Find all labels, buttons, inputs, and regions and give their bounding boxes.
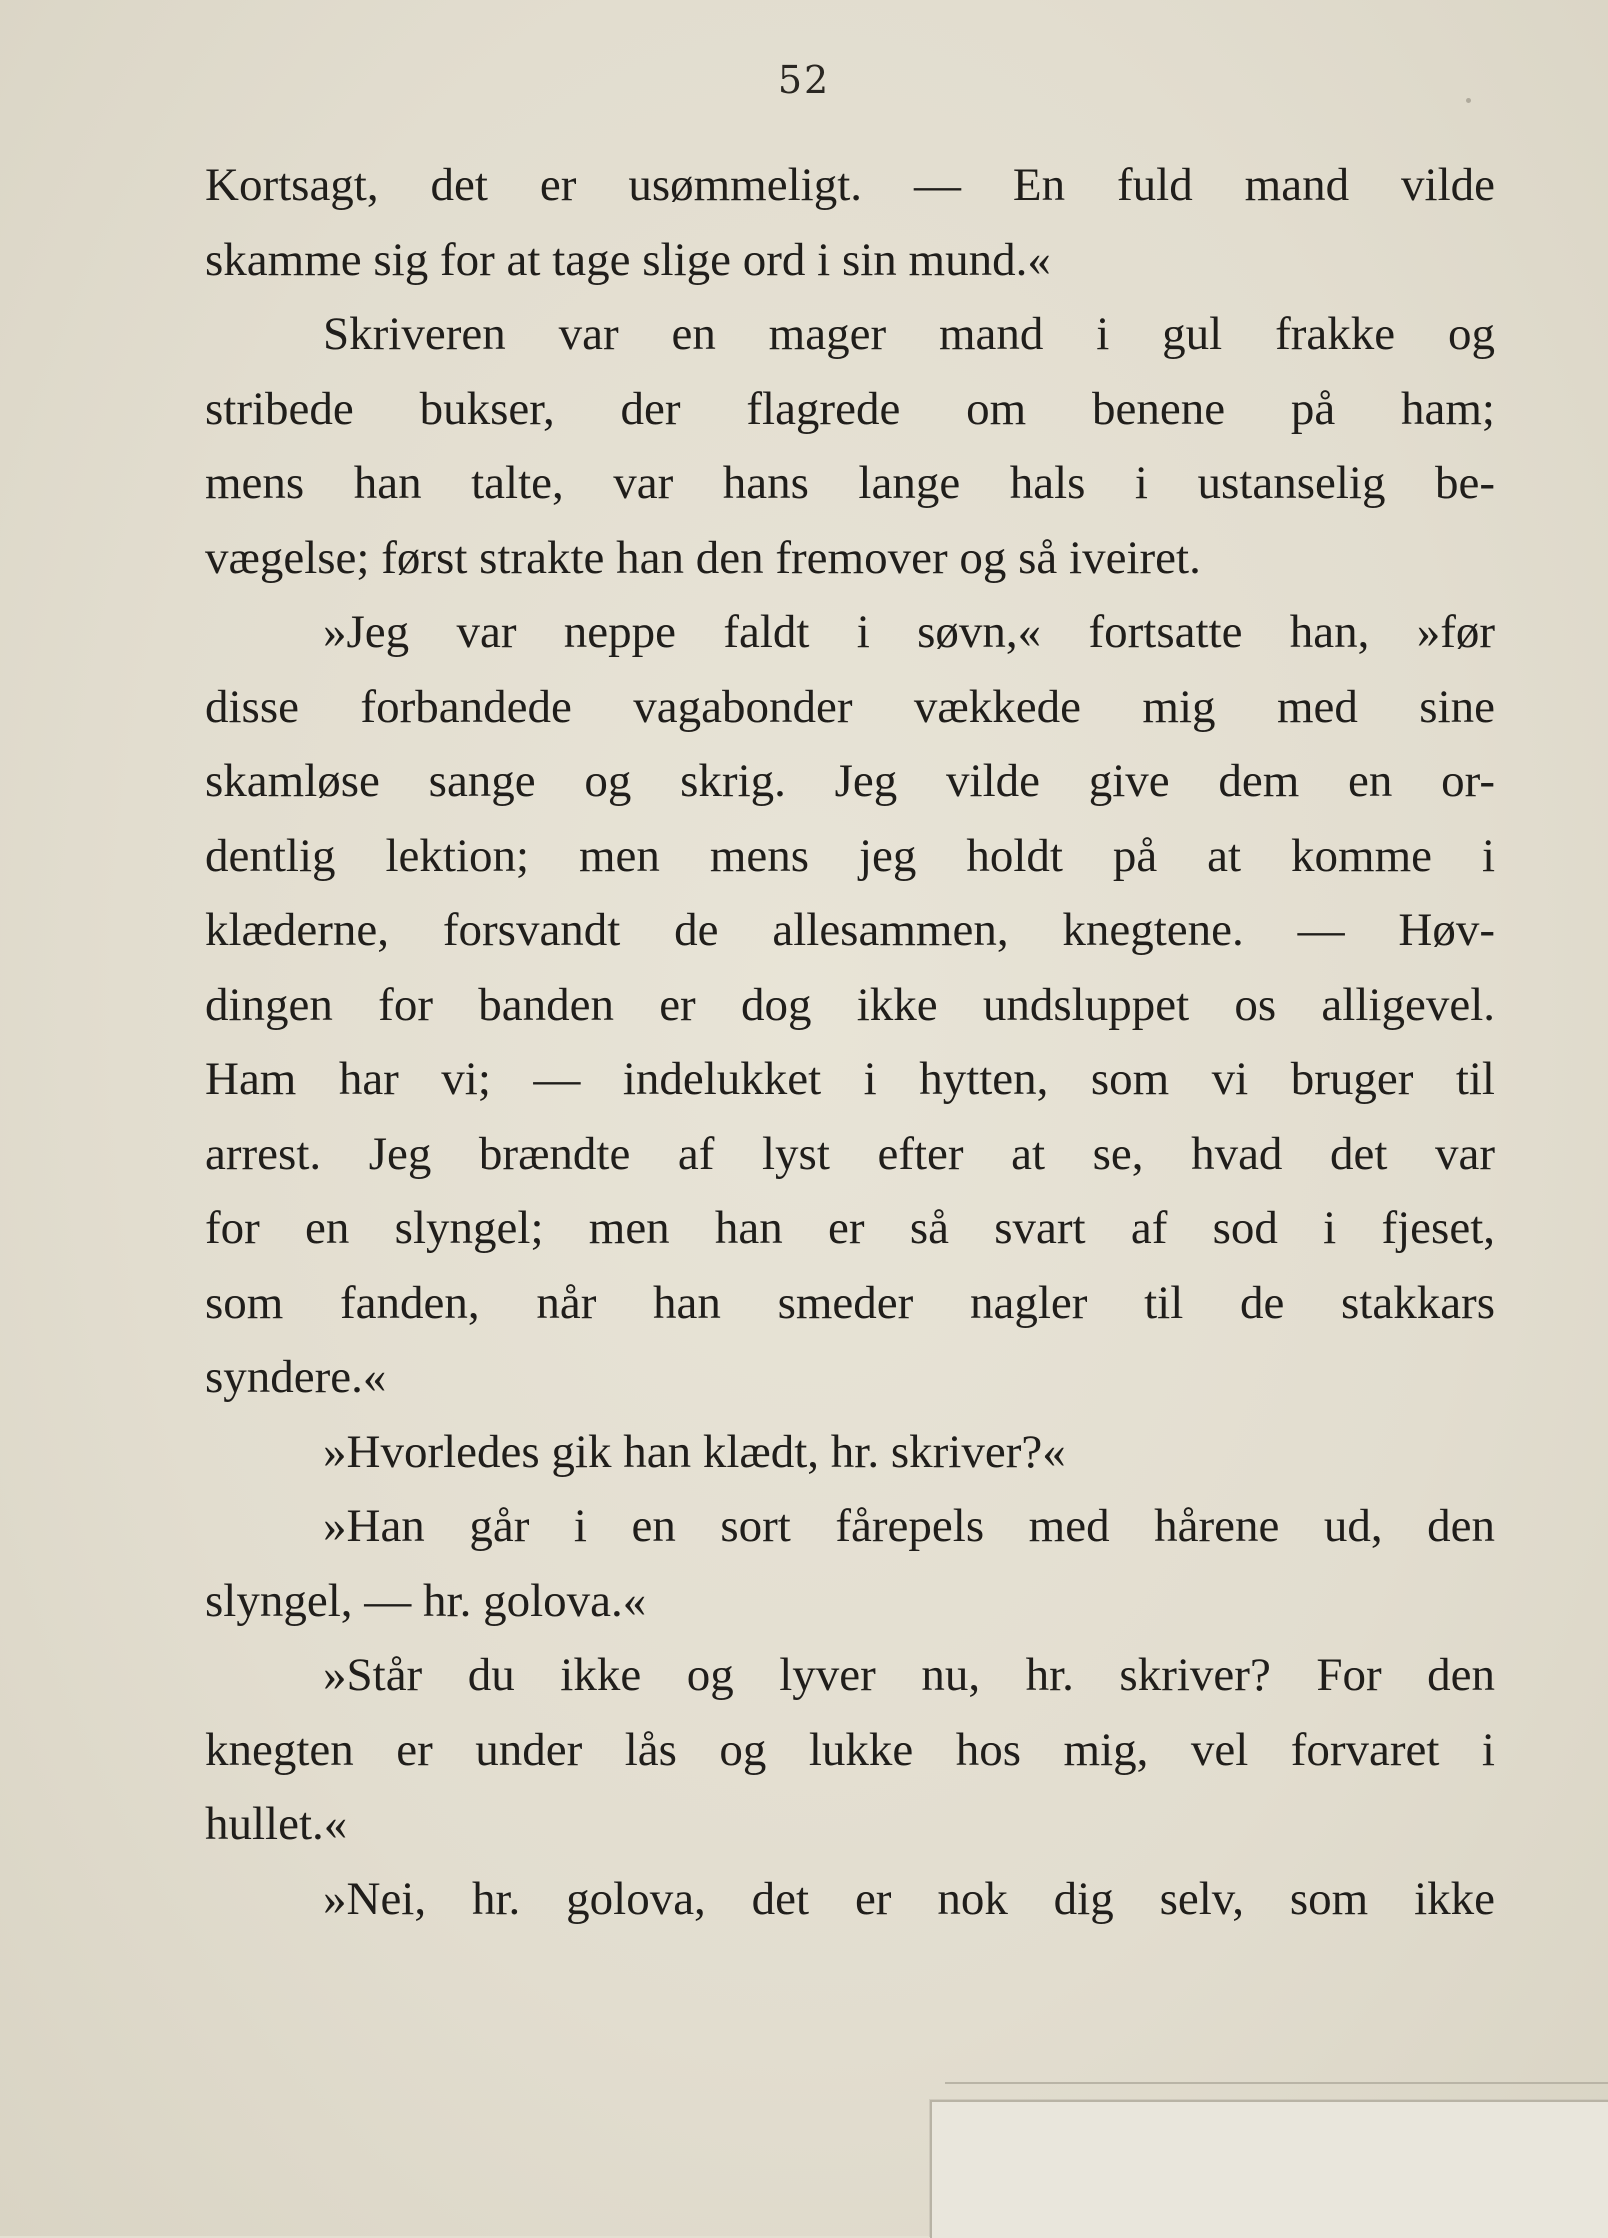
text-line: dentlig lektion; men mens jeg holdt på at komme i bbox=[205, 829, 1495, 882]
paper-edge bbox=[945, 2082, 1608, 2084]
text-line: »Står du ikke og lyver nu, hr. skriver? For den bbox=[323, 1649, 1495, 1701]
text-line: skamme sig for at tage slige ord i sin mund.« bbox=[205, 233, 1051, 286]
text-line: som fanden, når han smeder nagler til de stakkars bbox=[205, 1276, 1495, 1329]
text-line: skamløse sange og skrig. Jeg vilde give dem en or- bbox=[205, 755, 1495, 807]
text-line: Skriveren var en mager mand i gul frakke og bbox=[323, 308, 1495, 360]
text-line: for en slyngel; men han er så svart af sod i fjeset, bbox=[205, 1202, 1495, 1254]
text-line: »Han går i en sort fårepels med hårene ud, den bbox=[323, 1500, 1495, 1552]
text-line: vægelse; først strakte han den fremover og så iveiret. bbox=[205, 531, 1201, 584]
body-text bbox=[205, 148, 1495, 1936]
text-line: syndere.« bbox=[205, 1351, 387, 1403]
text-line: slyngel, — hr. golova.« bbox=[205, 1574, 647, 1627]
page-number: 52 bbox=[777, 58, 831, 102]
text-line: »Jeg var neppe faldt i søvn,« fortsatte han, »før bbox=[323, 606, 1495, 658]
text-line: disse forbandede vagabonder vækkede mig med sine bbox=[205, 680, 1495, 733]
text-line: »Hvorledes gik han klædt, hr. skriver?« bbox=[323, 1425, 1066, 1478]
text-line: »Nei, hr. golova, det er nok dig selv, som ikke bbox=[323, 1872, 1495, 1925]
text-line: arrest. Jeg brændte af lyst efter at se, hvad det var bbox=[205, 1127, 1495, 1180]
paper-insert bbox=[930, 2100, 1608, 2238]
text-line: mens han talte, var hans lange hals i ustanselig be- bbox=[205, 457, 1495, 509]
text-line: klæderne, forsvandt de allesammen, knegtene. — Høv- bbox=[205, 904, 1495, 956]
text-line: dingen for banden er dog ikke undsluppet os alligevel. bbox=[205, 978, 1495, 1031]
text-line: hullet.« bbox=[205, 1798, 348, 1850]
text-line: knegten er under lås og lukke hos mig, vel forvaret i bbox=[205, 1723, 1495, 1776]
text-line: stribede bukser, der flagrede om benene på ham; bbox=[205, 382, 1495, 435]
text-line: Ham har vi; — indelukket i hytten, som vi bruger til bbox=[205, 1053, 1495, 1105]
text-line: Kortsagt, det er usømmeligt. — En fuld mand vilde bbox=[205, 159, 1495, 211]
